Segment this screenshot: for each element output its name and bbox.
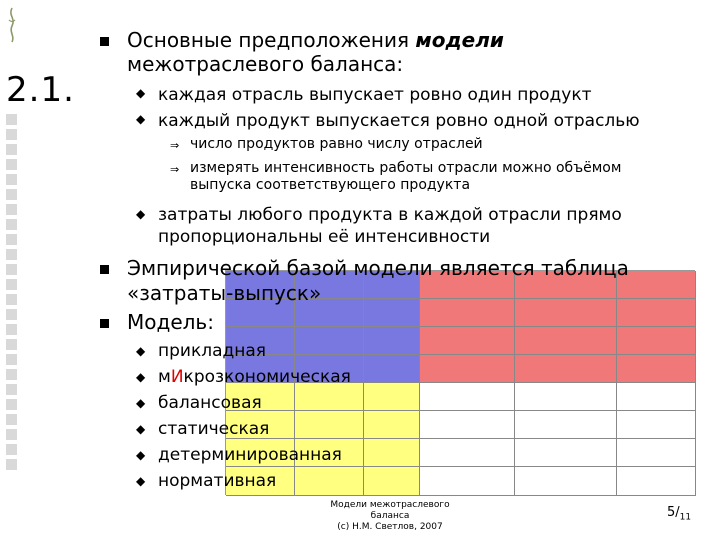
model-property-text: балансовая (158, 393, 262, 413)
model-property (158, 418, 269, 440)
bullet-square (100, 265, 109, 274)
arrow-bullet-icon: ⇒ (170, 163, 180, 176)
diamond-bullet-icon: ◆ (136, 422, 146, 436)
consequence-2-cont: выпуска соответствующего продукта (190, 177, 471, 193)
bullet-square (100, 37, 109, 46)
assumption-2: каждый продукт выпускается ровно одной отраслью (158, 111, 640, 131)
diamond-bullet-icon: ◆ (136, 344, 146, 358)
diamond-bullet-icon: ◆ (136, 448, 146, 462)
footer-line2: (с) Н.М. Светлов, 2007 (337, 522, 443, 532)
heading-line2: межотраслевого баланса: (127, 52, 404, 76)
model-property (158, 444, 342, 466)
diamond-bullet-icon: ◆ (136, 474, 146, 488)
consequence-1: число продуктов равно числу отраслей (190, 136, 483, 152)
model-property-text: нормативная (158, 471, 277, 491)
heading-part1: Основные предположения (127, 28, 416, 52)
heading (127, 28, 504, 52)
page-number: $5/_{11}$ (667, 505, 692, 523)
empirical-line1: Эмпирической базой модели является таблица (127, 256, 629, 280)
assumption-1: каждая отрасль выпускает ровно один продукт (158, 85, 592, 105)
assumption-3-line1: затраты любого продукта в каждой отрасли прямо (158, 205, 622, 225)
model-label: Модель: (127, 310, 214, 334)
diamond-bullet-icon: ◆ (136, 370, 146, 384)
page-current: 5 (667, 505, 676, 520)
consequence-2: измерять интенсивность работы отрасли можно объёмом (190, 160, 622, 176)
model-property-text: прикладная (158, 341, 267, 361)
page-total: 11 (679, 512, 692, 523)
model-property-text: детерминированная (158, 445, 342, 465)
model-property (158, 340, 266, 362)
section-number: 2.1. (6, 70, 75, 110)
arrow-bullet-icon: ⇒ (170, 139, 180, 152)
diamond-bullet-icon: ◆ (136, 86, 146, 100)
assumption-3-line2: пропорциональны её интенсивности (158, 227, 491, 247)
footer-line1: Модели межотраслевого баланса (330, 500, 450, 521)
bullet-square (100, 319, 109, 328)
empirical-line2: «затраты-выпуск» (127, 281, 322, 305)
heading-emphasis: модели (415, 28, 504, 52)
diamond-bullet-icon: ◆ (136, 396, 146, 410)
model-property (158, 392, 262, 414)
model-property-text: статическая (158, 419, 270, 439)
model-property (158, 366, 351, 388)
model-property (158, 470, 276, 492)
diamond-bullet-icon: ◆ (136, 207, 146, 221)
model-property-highlight: И (170, 367, 184, 387)
model-property-text: крозкономическая (183, 367, 351, 387)
diamond-bullet-icon: ◆ (136, 112, 146, 126)
footer (315, 500, 465, 533)
model-property-text: м (158, 367, 171, 387)
